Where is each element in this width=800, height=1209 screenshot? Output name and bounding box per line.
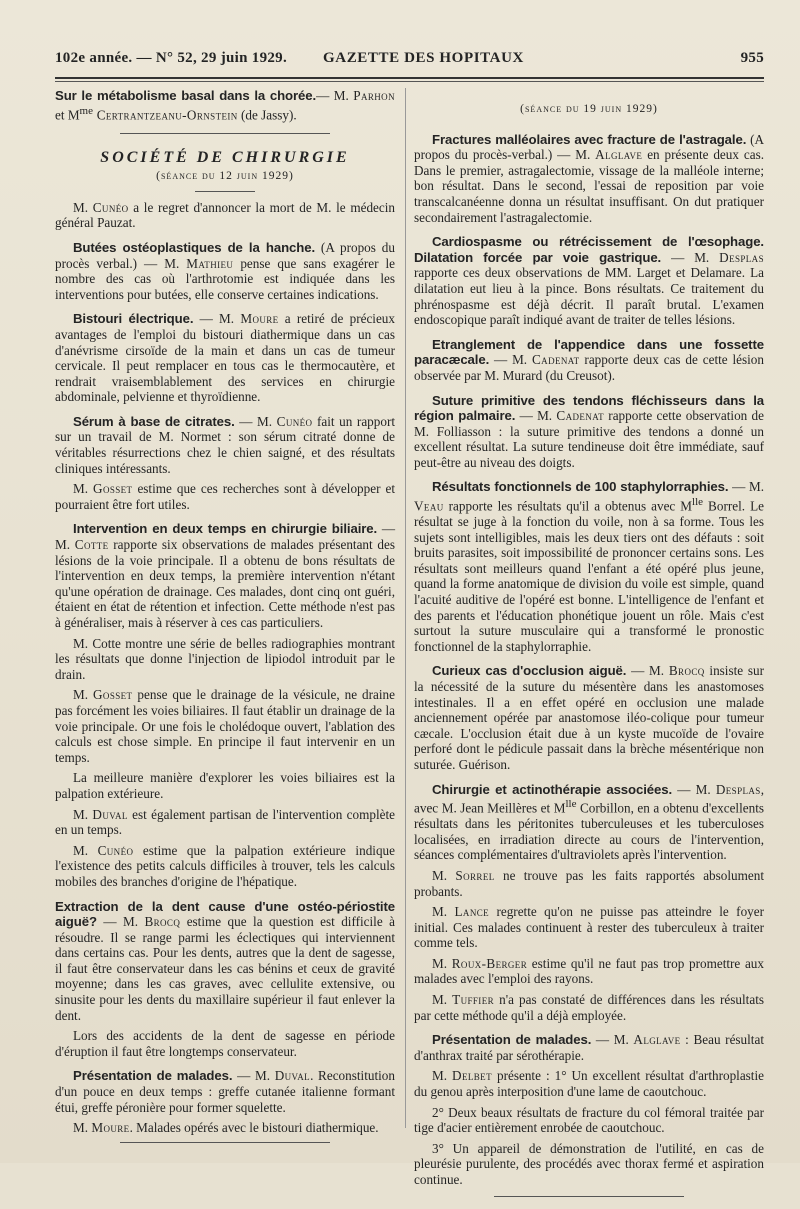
section-divider: [120, 133, 330, 134]
column-end-rule: [120, 1142, 330, 1143]
short-divider: [195, 191, 255, 192]
paragraph: Etranglement de l'appendice dans une fossette paracæcale. — M. Cadenat rapporte deux cas de cette lésion observée par M. Murard (du Creusot).: [414, 336, 764, 383]
author-name: Certrantzeanu-Ornstein: [93, 106, 238, 122]
page-header: [55, 50, 764, 74]
paragraph: M. Cotte montre une série de belles radiographies montrant les résultats que donne l'injection de lipiodol introduit par le drain.: [55, 635, 395, 682]
paragraph: M. Cunéo a le regret d'annoncer la mort de M. le médecin général Pauzat.: [55, 199, 395, 231]
intro-paragraph: Sur le métabolisme basal dans la chorée.— M. Parhon et $M^{me}$ Certrantzeanu-Ornstein (de Jassy).: [55, 88, 395, 122]
paragraph: M. Delbet présente : 1° Un excellent résultat d'arthroplastie du genou après interposition d'une lame de caoutchouc.: [414, 1068, 764, 1100]
session-date: (séance du 12 juin 1929): [156, 170, 294, 183]
header-issue: 102e année. — N° 52, 29 juin 1929.: [55, 50, 288, 66]
paragraph: M. Duval est également partisan de l'intervention complète en un temps.: [55, 806, 396, 838]
session-date: (séance du 19 juin 1929): [520, 103, 658, 115]
paragraph-heading: Fractures malléolaires avec fracture de l'astragale.: [432, 131, 747, 147]
paragraph: Présentation de malades. — M. Alglave : Beau résultat d'anthrax traité par sérothérapie.: [414, 1032, 764, 1063]
paragraph: M. Moure. Malades opérés avec le bistouri diathermique.: [73, 1120, 379, 1136]
paragraph: Présentation de malades. — M. Duval. Reconstitution d'un pouce en deux temps : greffe cutanée italienne formant étui, greffe péronière pour former squelette.: [55, 1068, 395, 1115]
paragraph: 3° Un appareil de démonstration de l'utilité, en cas de pleurésie purulente, des procédés avec thorax fermé et aspiration continue.: [414, 1140, 764, 1187]
paragraph: Résultats fonctionnels de 100 staphylorraphies. — M. Veau rapporte les résultats qu'il a obtenus avec $M^{lle}$ Borrel. Le résultat se juge à la fonction du voile, non à sa forme. Tous les sujets sont intelligibles, mais les deux tiers ont des défauts : soit bruits parasites, soit impossibilité de prononcer certains sons. Les résultats sont meilleurs quand l'enfant a été opéré plus jeune, quand la forme anatomique de division du voile est simple, quand l'acuité auditive de l'opéré est bonne. L'intelligence de l'enfant et des parents et l'éducation phonétique jouent un rôle. Mais c'est surtout la suture musculaire qui a transformé le pronostic fonctionnel de la staphylorraphie.: [414, 479, 764, 654]
paragraph-heading: Cardiospasme ou rétrécissement de l'œsophage. Dilatation forcée par voie gastrique.: [414, 234, 764, 265]
paragraph: Butées ostéoplastiques de la hanche. (A propos du procès verbal.) — M. Mathieu pense que sans exagérer le nombre des cas où l'arthrotomie est indiquée dans les interventions pour butées, elle conserve certaines indications.: [55, 239, 395, 302]
paragraph-heading: Curieux cas d'occlusion aiguë.: [432, 663, 627, 679]
paragraph: Cardiospasme ou rétrécissement de l'œsophage. Dilatation forcée par voie gastrique. — M. Desplas rapporte ces deux observations de MM. Larget et Delamare. La dilatation eut lieu à la pince. Bons résultats. Ce traitement du phrénospasme est déjà décrit. Il paraît brutal. L'examen endoscopique paraît indiqué avant de traiter de telles lésions.: [414, 234, 764, 328]
paragraph: Bistouri électrique. — M. Moure a retiré de précieux avantages de l'emploi du bistouri diathermique dans un cas d'anévrisme cirsoïde de la main et dans un cas de tumeur cervicale. Il peut remplacer en tous cas le thermocautère, et rendrait vraisemblablement des services en chirurgie abdominale, pelvienne et thyroïdienne.: [55, 311, 395, 405]
paragraph: Curieux cas d'occlusion aiguë. — M. Brocq insiste sur la nécessité de la suture du mésentère dans les anastomoses intestinales. Il a en effet opéré en occlusion une malade anciennement opérée par anastomose iléo-colique pour tumeur cæcale. L'occlusion était due à un kyste mucoïde de l'ovaire perforé dont le pédicule passait dans la brèche mésentérique non suturée. Guérison.: [414, 663, 764, 772]
left-column: [55, 88, 395, 1143]
section-title: SOCIÉTÉ DE CHIRURGIE: [100, 148, 350, 166]
paragraph-heading: Présentation de malades.: [73, 1068, 233, 1084]
paragraph: Extraction de la dent cause d'une ostéo-périostite aiguë? — M. Brocq estime que la question est difficile à résoudre. Il se range parmi les éclectiques qui interviennent dans certains cas. Pour les dents, autres que la dent de sagesse, il faut être conservateur dans les cas bénins et ceux de gravité moyenne; dans les cas graves, avec cellulite extensive, ou sinusite pour les dents du maxillaire supérieur il faut enlever la dent.: [55, 898, 395, 1023]
paragraph: Intervention en deux temps en chirurgie biliaire. — M. Cotte rapporte six observations de malades présentant des lésions de la voie principale. Il a obtenu de bons résultats de l'intervention en deux temps, la première intervention n'étant qu'une opération de drainage. Ces malades, dont cinq ont guéri, étaient en état de rétention et infection. Cette méthode n'est pas à généraliser, mais à réserver à ces cas particuliers.: [55, 521, 395, 631]
paragraph: Suture primitive des tendons fléchisseurs dans la région palmaire. — M. Cadenat rapporte cette observation de M. Folliasson : la suture primitive des tendons a donné un excellent résultat. La suture tendineuse doit être immédiate, sauf peut-être au niveau des doigts.: [414, 392, 764, 470]
paragraph-heading: Intervention en deux temps en chirurgie biliaire.: [73, 521, 378, 537]
author-name: Parhon: [353, 88, 395, 103]
paragraph-heading: Bistouri électrique.: [73, 311, 194, 327]
paragraph-heading: Extraction de la dent cause d'une ostéo-périostite aiguë?: [55, 898, 395, 930]
header-page-number: 955: [740, 50, 764, 66]
paragraph: La meilleure manière d'explorer les voies biliaires est la palpation extérieure.: [55, 770, 395, 801]
intro-title: Sur le métabolisme basal dans la chorée.: [55, 88, 317, 103]
paragraph-heading: Etranglement de l'appendice dans une fossette paracæcale.: [414, 336, 764, 368]
paragraph-heading: Sérum à base de citrates.: [73, 413, 235, 429]
paragraph: M. Sorrel ne trouve pas les faits rapportés absolument probants.: [414, 867, 764, 899]
paragraph: Lors des accidents de la dent de sagesse en période d'éruption il faut être longtemps conservateur.: [55, 1028, 395, 1059]
paragraph: M. Lance regrette qu'on ne puisse pas atteindre le foyer initial. Ces malades continuent à rester des tuberculeux à traiter comme tels.: [414, 904, 764, 951]
paragraph: Fractures malléolaires avec fracture de l'astragale. (A propos du procès-verbal.) — M. Alglave en présente deux cas. Dans le premier, astragalectomie, vissage de la malléole interne; bon résultat. Dans le second, l'essai de reposition par voie transcalcanéenne donna un résultat insuffisant. On dut pratiquer secondairement l'astragalectomie.: [414, 131, 764, 225]
paragraph-heading: Chirurgie et actinothérapie associées.: [432, 781, 673, 797]
paragraph: 2° Deux beaux résultats de fracture du col fémoral traitée par tige d'acier entièrement enrobée de caoutchouc.: [414, 1104, 764, 1136]
paragraph-heading: Résultats fonctionnels de 100 staphylorraphies.: [432, 479, 729, 495]
paragraph: Chirurgie et actinothérapie associées. — M. Desplas, avec M. Jean Meillères et $M^{lle}$ Corbillon, en a obtenu d'excellents résultats dans les péritonites tuberculeuses et les tuberculoses localisées, en irradiation directe au cours de l'intervention, séances complémentaires d'ultraviolets après l'intervention.: [414, 781, 764, 863]
paragraph: M. Cunéo estime que la palpation extérieure indique l'existence des petits calculs difficiles à trouver, tels les calculs mobiles des branches d'origine de l'hépatique.: [55, 842, 395, 889]
header-journal-title: GAZETTE DES HOPITAUX: [323, 50, 524, 66]
paragraph: M. Gosset pense que le drainage de la vésicule, ne draine pas forcément les voies biliaires. Il faut établir un drainage de la voie principale. Or une fois le cholédoque ouvert, l'ablation des calculs est chose simple. En principe il faut intervenir en un temps.: [55, 687, 395, 765]
paragraph: M. Tuffier n'a pas constaté de différences dans les résultats par cette méthode qu'il a déjà employée.: [414, 992, 764, 1023]
column-end-rule: [494, 1196, 684, 1197]
header-rule: [55, 77, 764, 79]
paragraph-heading: Suture primitive des tendons fléchisseurs dans la région palmaire.: [414, 392, 764, 424]
column-separator: [405, 88, 406, 1128]
paragraph-heading: Butées ostéoplastiques de la hanche.: [73, 239, 316, 255]
header-rule-thin: [55, 81, 764, 82]
paragraph: Sérum à base de citrates. — M. Cunéo fait un rapport sur un travail de M. Normet : son sérum citraté donne de véritables résurrections chez le chien saigné, et des résultats cliniques intéressants.: [55, 413, 396, 476]
paragraph-heading: Présentation de malades.: [432, 1032, 592, 1048]
right-column: [414, 88, 764, 1209]
paragraph: M. Gosset estime que ces recherches sont à développer et pourraient être fort utiles.: [55, 481, 395, 512]
paragraph: M. Roux-Berger estime qu'il ne faut pas trop promettre aux malades avec l'emploi des rayons.: [414, 955, 764, 987]
